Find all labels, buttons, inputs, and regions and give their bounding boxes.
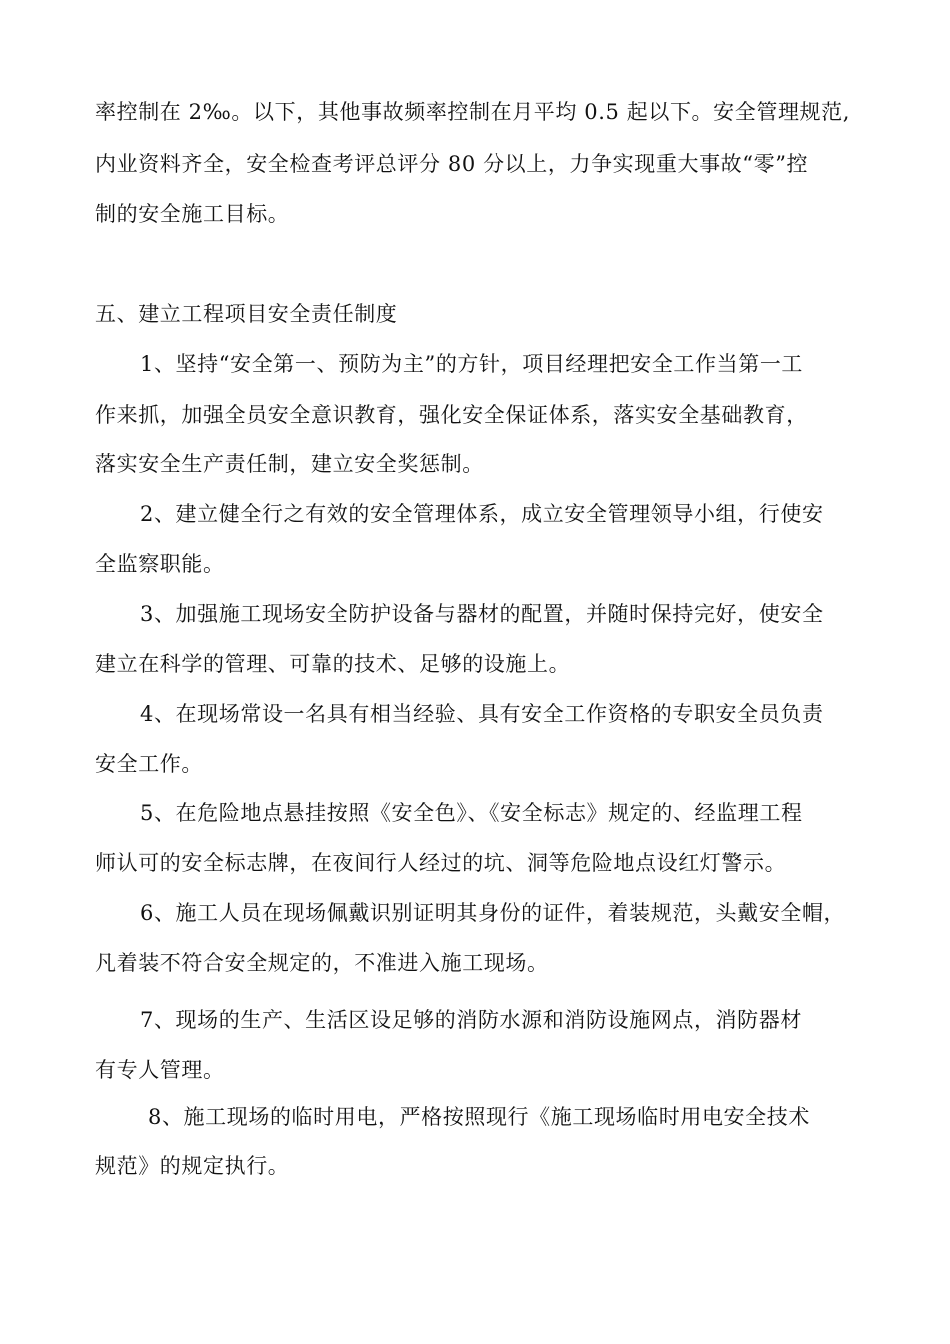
item-4-line-1: 4、在现场常设一名具有相当经验、具有安全工作资格的专职安全员负责 — [140, 702, 824, 726]
item-6-line-1: 6、施工人员在现场佩戴识别证明其身份的证件，着装规范，头戴安全帽， — [140, 901, 846, 925]
section-heading: 五、建立工程项目安全责任制度 — [95, 302, 398, 326]
item-2-line-1: 2、建立健全行之有效的安全管理体系，成立安全管理领导小组，行使安 — [140, 502, 824, 526]
intro-line-2: 内业资料齐全，安全检查考评总评分 80 分以上，力争实现重大事故“零”控 — [95, 152, 809, 176]
item-1-line-2: 作来抓，加强全员安全意识教育，强化安全保证体系，落实安全基础教育， — [95, 403, 808, 427]
item-1-line-3: 落实安全生产责任制，建立安全奖惩制。 — [95, 452, 484, 476]
item-3-line-1: 3、加强施工现场安全防护设备与器材的配置，并随时保持完好，使安全 — [140, 602, 824, 626]
item-1-line-1: 1、坚持“安全第一、预防为主”的方针，项目经理把安全工作当第一工 — [140, 352, 804, 376]
intro-line-3: 制的安全施工目标。 — [95, 202, 290, 226]
item-8-line-1: 8、施工现场的临时用电，严格按照现行《施工现场临时用电安全技术 — [148, 1105, 810, 1129]
item-2-line-2: 全监察职能。 — [95, 552, 225, 576]
item-5-line-2: 师认可的安全标志牌，在夜间行人经过的坑、洞等危险地点设红灯警示。 — [95, 851, 787, 875]
item-5-line-1: 5、在危险地点悬挂按照《安全色》、《安全标志》规定的、经监理工程 — [140, 801, 803, 825]
item-8-line-2: 规范》的规定执行。 — [95, 1154, 290, 1178]
item-3-line-2: 建立在科学的管理、可靠的技术、足够的设施上。 — [95, 652, 571, 676]
item-7-line-1: 7、现场的生产、生活区设足够的消防水源和消防设施网点，消防器材 — [140, 1008, 802, 1032]
item-7-line-2: 有专人管理。 — [95, 1058, 225, 1082]
item-6-line-2: 凡着装不符合安全规定的，不准进入施工现场。 — [95, 951, 549, 975]
item-4-line-2: 安全工作。 — [95, 752, 203, 776]
intro-line-1: 率控制在 2‰。以下，其他事故频率控制在月平均 0.5 起以下。安全管理规范, — [95, 100, 851, 124]
